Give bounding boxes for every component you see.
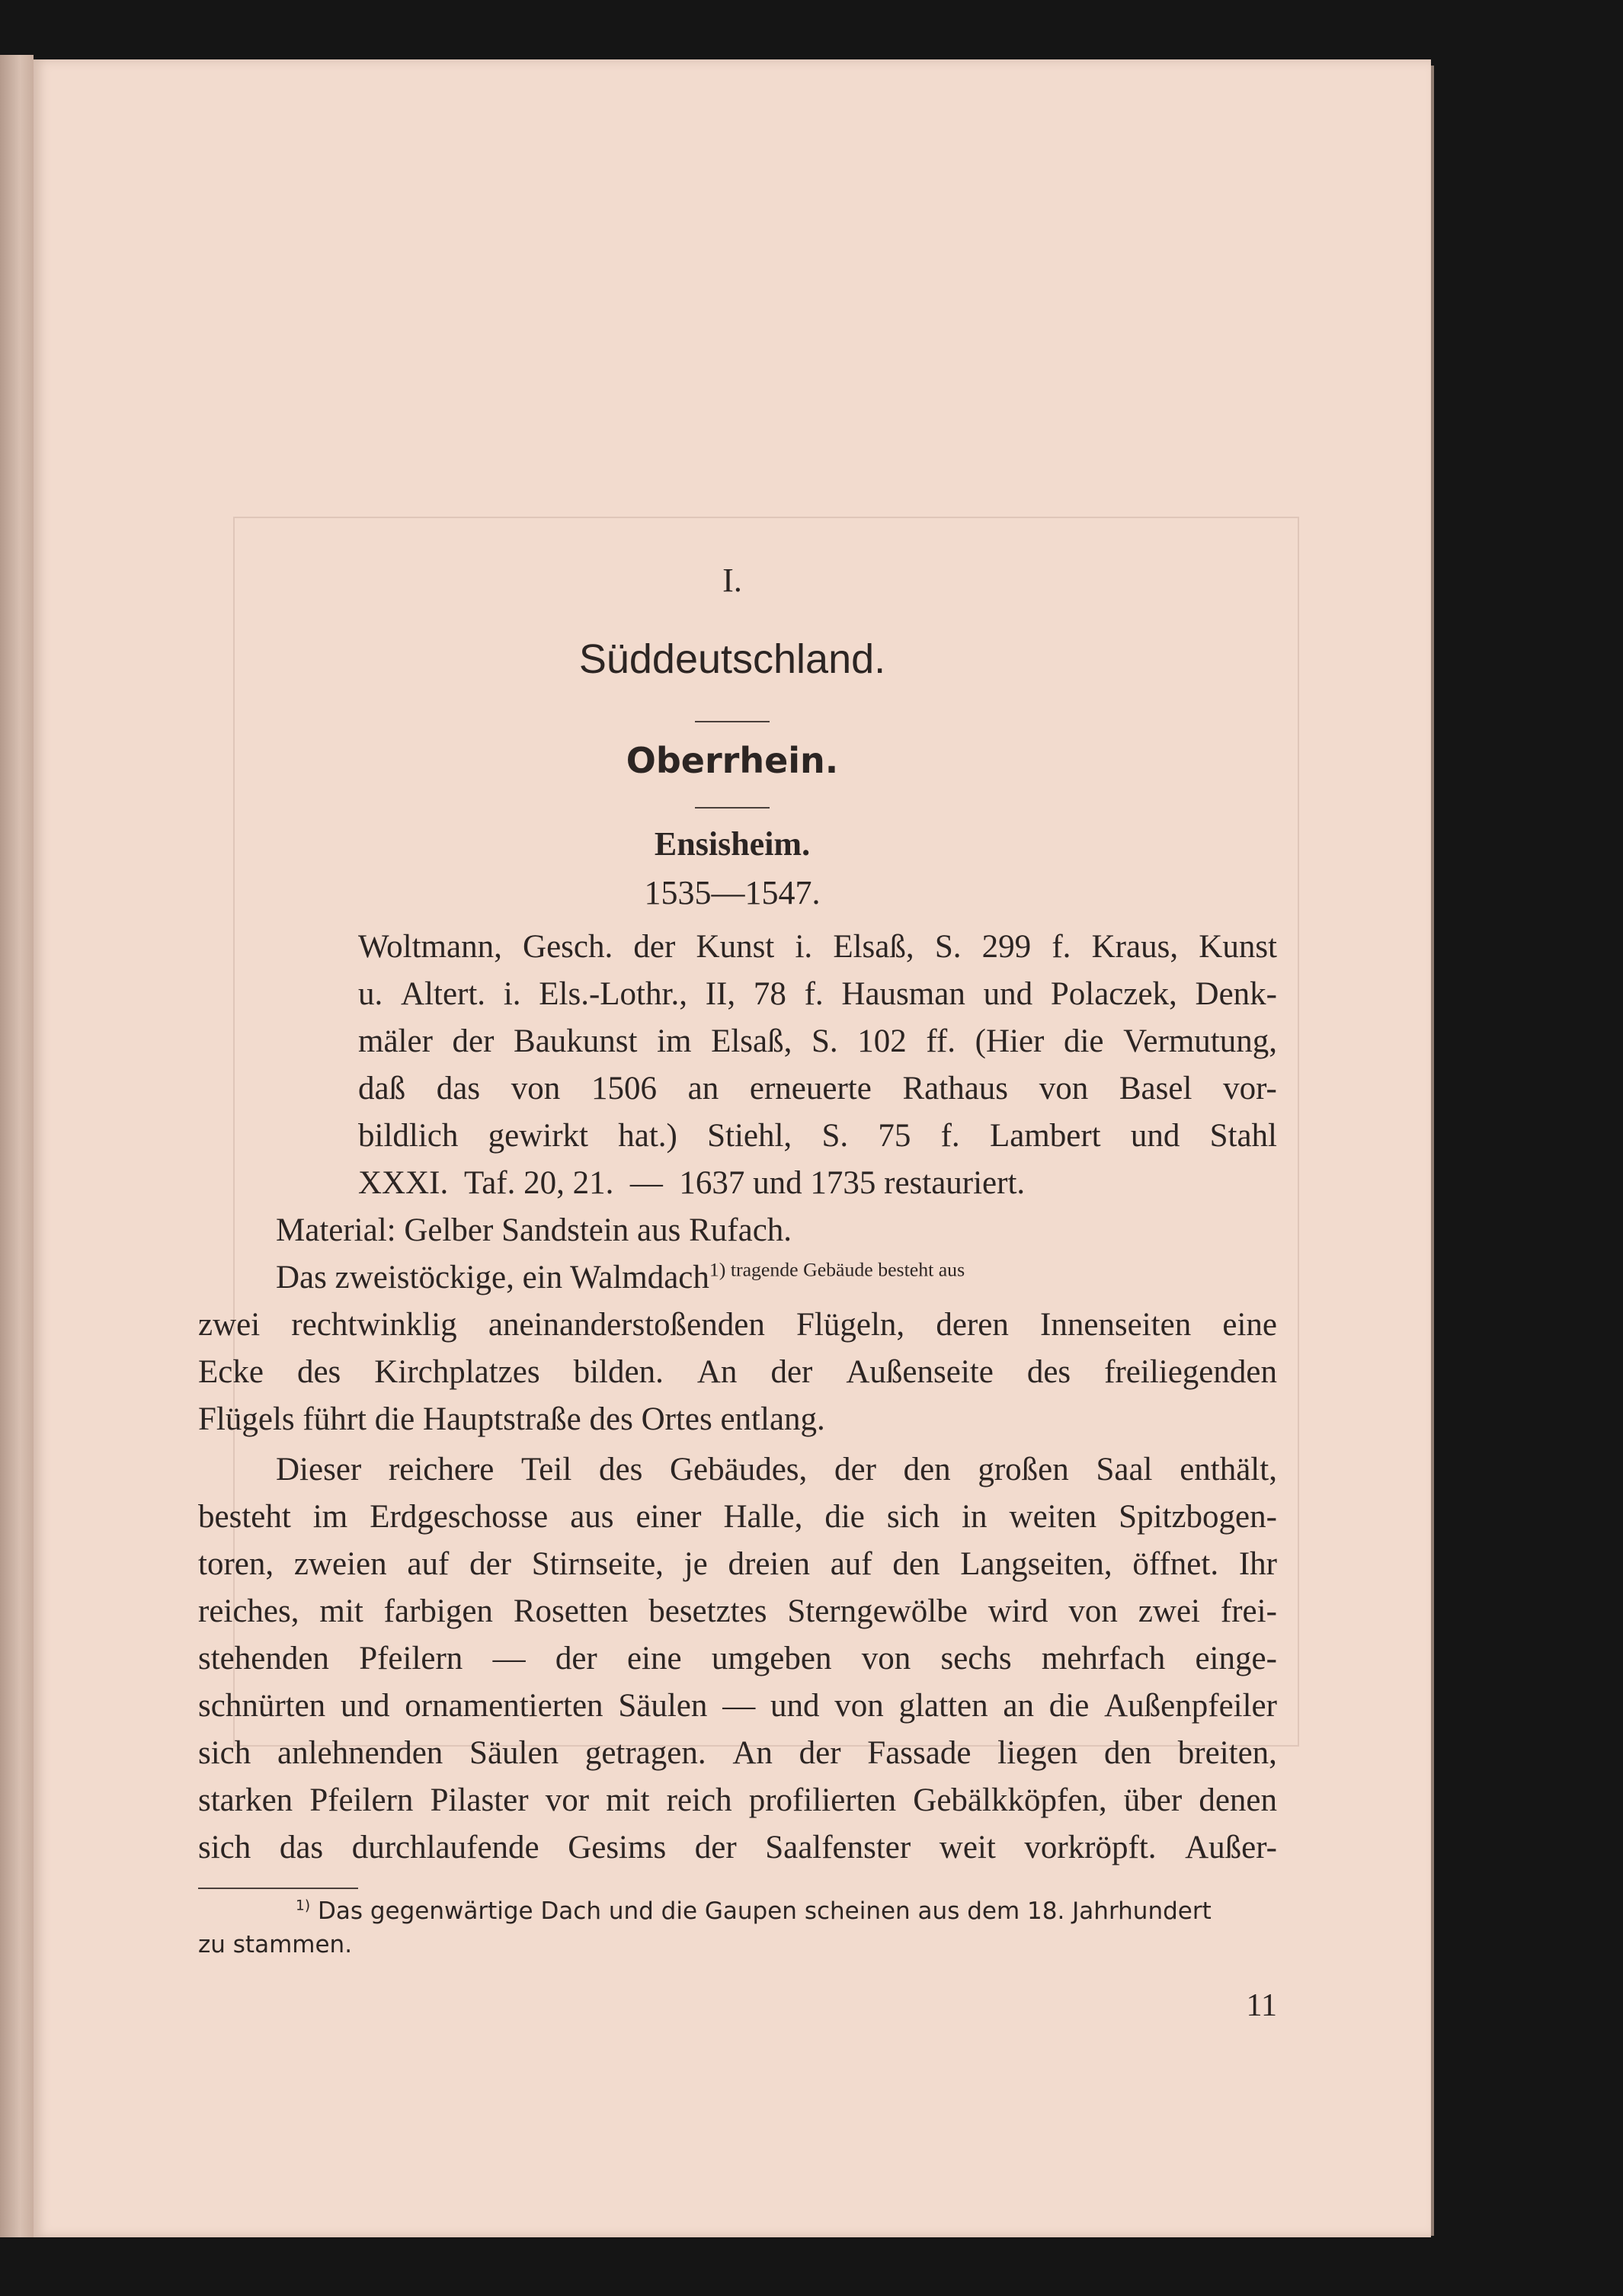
subsection-title: Oberrhein. xyxy=(626,740,839,781)
footnote-ref: 1) tragende Gebäude besteht aus xyxy=(709,1258,965,1281)
reference-line: Woltmann, Gesch. der Kunst i. Elsaß, S. 299 f. Kraus, Kunst xyxy=(358,929,1277,965)
page-edge-shadow xyxy=(1431,66,1434,2236)
paragraph-line: Das zweistöckige, ein Walmdach$^{1) tragende Gebäude besteht aus}$ xyxy=(276,1258,965,1295)
facing-page-edge xyxy=(0,55,34,2237)
title-divider-1 xyxy=(695,721,770,722)
date-range: 1535—1547. xyxy=(644,874,821,911)
chapter-number: I. xyxy=(722,562,742,599)
paragraph-line: toren, zweien auf der Stirnseite, je dreien auf den Langseiten, öffnet. Ihr xyxy=(198,1546,1277,1582)
paragraph-line: reiches, mit farbigen Rosetten besetztes Sterngewölbe wird von zwei frei- xyxy=(198,1593,1277,1629)
paragraph-line: sich das durchlaufende Gesims der Saalfenster weit vorkröpft. Außer- xyxy=(198,1830,1277,1865)
section-title: Süddeutschland. xyxy=(578,636,886,682)
reference-line: XXXI. Taf. 20, 21. — 1637 und 1735 restauriert. xyxy=(358,1165,1026,1201)
reference-line: daß das von 1506 an erneuerte Rathaus von Basel vor- xyxy=(358,1071,1277,1106)
paragraph-line: Ecke des Kirchplatzes bilden. An der Außenseite des freiliegenden xyxy=(198,1354,1277,1390)
reference-line: u. Altert. i. Els.-Lothr., II, 78 f. Hausman und Polaczek, Denk- xyxy=(358,976,1277,1012)
material-line: Material: Gelber Sandstein aus Rufach. xyxy=(276,1212,792,1248)
book-page xyxy=(34,59,1431,2237)
paragraph-line: besteht im Erdgeschosse aus einer Halle, die sich in weiten Spitzbogen- xyxy=(198,1499,1277,1535)
place-title: Ensisheim. xyxy=(654,825,811,863)
paragraph-line: Flügels führt die Hauptstraße des Ortes entlang. xyxy=(198,1401,825,1437)
paragraph-line: schnürten und ornamentierten Säulen — und von glatten an die Außenpfeiler xyxy=(198,1688,1277,1724)
paragraph-line: starken Pfeilern Pilaster vor mit reich profilierten Gebälkköpfen, über denen xyxy=(198,1782,1277,1818)
footnote-marker: 1) xyxy=(296,1897,311,1914)
paragraph-line: sich anlehnenden Säulen getragen. An der Fassade liegen den breiten, xyxy=(198,1735,1277,1771)
reference-line: mäler der Baukunst im Elsaß, S. 102 ff. (Hier die Vermutung, xyxy=(358,1023,1277,1059)
paragraph-line: stehenden Pfeilern — der eine umgeben von sechs mehrfach einge- xyxy=(198,1641,1277,1676)
footnote-line: zu stammen. xyxy=(198,1931,353,1958)
page-number: 11 xyxy=(1246,1988,1277,2023)
footnote-line: $^{1)}$ Das gegenwärtige Dach und die Gaupen scheinen aus dem 18. Jahrhundert xyxy=(296,1897,1212,1925)
paragraph-line: zwei rechtwinklig aneinanderstoßenden Flügeln, deren Innenseiten eine xyxy=(198,1307,1277,1343)
paragraph-line: Dieser reichere Teil des Gebäudes, der den großen Saal enthält, xyxy=(276,1452,1277,1487)
title-divider-2 xyxy=(695,807,770,809)
footnote-divider xyxy=(198,1888,358,1889)
reference-line: bildlich gewirkt hat.) Stiehl, S. 75 f. Lambert und Stahl xyxy=(358,1118,1277,1154)
